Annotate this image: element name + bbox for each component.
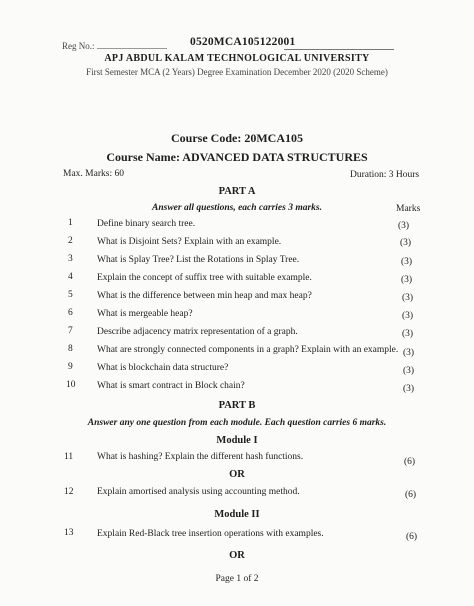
page-number: Page 1 of 2 bbox=[215, 574, 259, 584]
course-name: Course Name: ADVANCED DATA STRUCTURES bbox=[106, 150, 368, 164]
or-separator: OR bbox=[229, 469, 245, 480]
question-text: Define binary search tree. bbox=[97, 219, 196, 229]
question-text: Explain amortised analysis using accounting method. bbox=[97, 487, 300, 497]
question-number: 5 bbox=[68, 290, 73, 300]
question-text: What are strongly connected components in a graph? Explain with an example. bbox=[97, 345, 399, 355]
question-text: What is blockchain data structure? bbox=[97, 363, 229, 373]
question-text: Explain the concept of suffix tree with suitable example. bbox=[97, 273, 312, 283]
question-number: 12 bbox=[64, 487, 74, 497]
question-text: What is Disjoint Sets? Explain with an example. bbox=[97, 237, 282, 247]
question-number: 7 bbox=[68, 326, 73, 336]
reg-no-blank bbox=[97, 40, 167, 49]
question-text: Explain Red-Black tree insertion operations with examples. bbox=[97, 529, 324, 539]
question-number: 1 bbox=[68, 218, 73, 228]
question-text: What is Splay Tree? List the Rotations in Splay Tree. bbox=[97, 255, 300, 265]
or-separator: OR bbox=[229, 550, 245, 561]
part-a-instruction: Answer all questions, each carries 3 marks. bbox=[152, 203, 322, 213]
question-text: What is the difference between min heap and max heap? bbox=[97, 291, 312, 301]
max-marks: Max. Marks: 60 bbox=[63, 169, 124, 179]
duration: Duration: 3 Hours bbox=[350, 170, 420, 180]
question-marks: (3) bbox=[403, 366, 415, 376]
marks-header: Marks bbox=[396, 204, 421, 214]
question-number: 3 bbox=[68, 254, 73, 264]
question-marks: (3) bbox=[401, 275, 413, 285]
part-b-instruction: Answer any one question from each module. Each question carries 6 marks. bbox=[87, 418, 387, 428]
module-2-title: Module II bbox=[214, 509, 260, 520]
header-underline bbox=[284, 49, 394, 50]
question-number: 11 bbox=[64, 452, 74, 462]
question-number: 9 bbox=[68, 362, 73, 372]
university-name: APJ ABDUL KALAM TECHNOLOGICAL UNIVERSITY bbox=[104, 53, 370, 64]
question-marks: (3) bbox=[401, 257, 413, 267]
question-marks: (3) bbox=[402, 329, 414, 339]
question-number: 6 bbox=[68, 308, 73, 318]
question-marks: (3) bbox=[398, 221, 410, 231]
reg-no-label: Reg No.: bbox=[62, 41, 95, 51]
question-paper-code: 0520MCA105122001 bbox=[190, 36, 296, 48]
part-b-title: PART B bbox=[218, 400, 256, 411]
question-marks: (3) bbox=[403, 384, 415, 394]
question-marks: (6) bbox=[405, 490, 417, 500]
question-text: What is mergeable heap? bbox=[97, 309, 193, 319]
question-marks: (6) bbox=[406, 532, 418, 542]
exam-title: First Semester MCA (2 Years) Degree Examination December 2020 (2020 Scheme) bbox=[86, 67, 388, 77]
question-marks: (6) bbox=[404, 457, 416, 467]
question-number: 10 bbox=[66, 380, 76, 390]
course-code: Course Code: 20MCA105 bbox=[171, 131, 303, 145]
part-a-title: PART A bbox=[218, 186, 256, 197]
question-marks: (3) bbox=[402, 293, 414, 303]
question-marks: (3) bbox=[400, 238, 412, 248]
question-number: 13 bbox=[64, 528, 74, 538]
question-text: What is hashing? Explain the different hash functions. bbox=[97, 452, 304, 462]
question-text: What is smart contract in Block chain? bbox=[97, 381, 245, 391]
question-number: 8 bbox=[68, 344, 73, 354]
reg-no-line bbox=[62, 40, 167, 51]
question-number: 4 bbox=[68, 272, 73, 282]
question-marks: (3) bbox=[402, 311, 414, 321]
question-text: Describe adjacency matrix representation of a graph. bbox=[97, 327, 298, 337]
module-1-title: Module I bbox=[216, 435, 258, 446]
question-number: 2 bbox=[68, 236, 73, 246]
question-marks: (3) bbox=[403, 348, 415, 358]
